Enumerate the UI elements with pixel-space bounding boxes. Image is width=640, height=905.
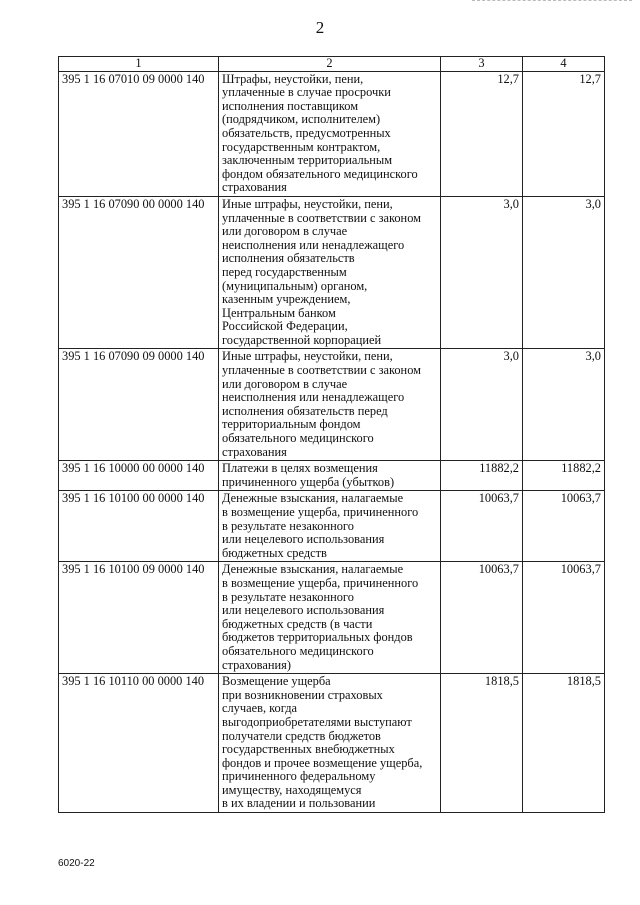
page-number: 2	[315, 18, 325, 37]
description-cell: Возмещение ущерба при возникновении страховых случаев, когда выгодоприобретателями выступают получатели средств бюджетов государственных внебюджетных фондов и прочее возмещение ущерба, причиненного федеральному имуществу, находящемуся в их владении и пользовании	[219, 674, 441, 813]
budget-code-cell: 395 1 16 10110 00 0000 140	[59, 674, 219, 813]
description-cell: Денежные взыскания, налагаемые в возмещение ущерба, причиненного в результате незаконного или нецелевого использования бюджетных средств	[219, 491, 441, 562]
amount-col4-cell: 1818,5	[523, 674, 605, 813]
description-cell: Денежные взыскания, налагаемые в возмещение ущерба, причиненного в результате незаконного или нецелевого использования бюджетных средств (в части бюджетов территориальных фондов обязательного медицинского страхования)	[219, 562, 441, 674]
table-header-row	[59, 57, 605, 72]
scan-corner-mark	[472, 0, 632, 3]
document-footer-code: 6020-22	[58, 858, 95, 869]
amount-col3-cell: 3,0	[441, 349, 523, 461]
amount-col3-cell: 10063,7	[441, 562, 523, 674]
description-cell: Иные штрафы, неустойки, пени, уплаченные в соответствии с законом или договором в случае неисполнения или ненадлежащего исполнения обязательств перед территориальным фондом обязательного медицинского страхования	[219, 349, 441, 461]
budget-code-cell: 395 1 16 10100 09 0000 140	[59, 562, 219, 674]
amount-col3-cell: 11882,2	[441, 461, 523, 491]
table-row	[59, 562, 605, 674]
budget-code-cell: 395 1 16 07010 09 0000 140	[59, 71, 219, 196]
table-row	[59, 461, 605, 491]
table-row	[59, 491, 605, 562]
table-row	[59, 349, 605, 461]
amount-col4-cell: 3,0	[523, 196, 605, 349]
amount-col4-cell: 3,0	[523, 349, 605, 461]
column-header-2: 2	[219, 57, 441, 72]
budget-code-cell: 395 1 16 10000 00 0000 140	[59, 461, 219, 491]
description-cell: Иные штрафы, неустойки, пени, уплаченные в соответствии с законом или договором в случае неисполнения или ненадлежащего исполнения обязательств перед государственным (муниципальным) органом, казенным учреждением, Центральным банком Российской Федерации, государственной корпорацией	[219, 196, 441, 349]
budget-revenue-table	[58, 56, 605, 813]
table-row	[59, 196, 605, 349]
amount-col3-cell: 3,0	[441, 196, 523, 349]
amount-col4-cell: 10063,7	[523, 491, 605, 562]
amount-col3-cell: 12,7	[441, 71, 523, 196]
budget-code-cell: 395 1 16 07090 00 0000 140	[59, 196, 219, 349]
description-cell: Штрафы, неустойки, пени, уплаченные в случае просрочки исполнения поставщиком (подрядчиком, исполнителем) обязательств, предусмотренных государственным контрактом, заключенным территориальным фондом обязательного медицинского страхования	[219, 71, 441, 196]
amount-col4-cell: 12,7	[523, 71, 605, 196]
description-cell: Платежи в целях возмещения причиненного ущерба (убытков)	[219, 461, 441, 491]
column-header-4: 4	[523, 57, 605, 72]
amount-col4-cell: 11882,2	[523, 461, 605, 491]
table-row	[59, 674, 605, 813]
amount-col3-cell: 10063,7	[441, 491, 523, 562]
budget-code-cell: 395 1 16 07090 09 0000 140	[59, 349, 219, 461]
column-header-1: 1	[59, 57, 219, 72]
table-row	[59, 71, 605, 196]
amount-col3-cell: 1818,5	[441, 674, 523, 813]
budget-code-cell: 395 1 16 10100 00 0000 140	[59, 491, 219, 562]
column-header-3: 3	[441, 57, 523, 72]
amount-col4-cell: 10063,7	[523, 562, 605, 674]
